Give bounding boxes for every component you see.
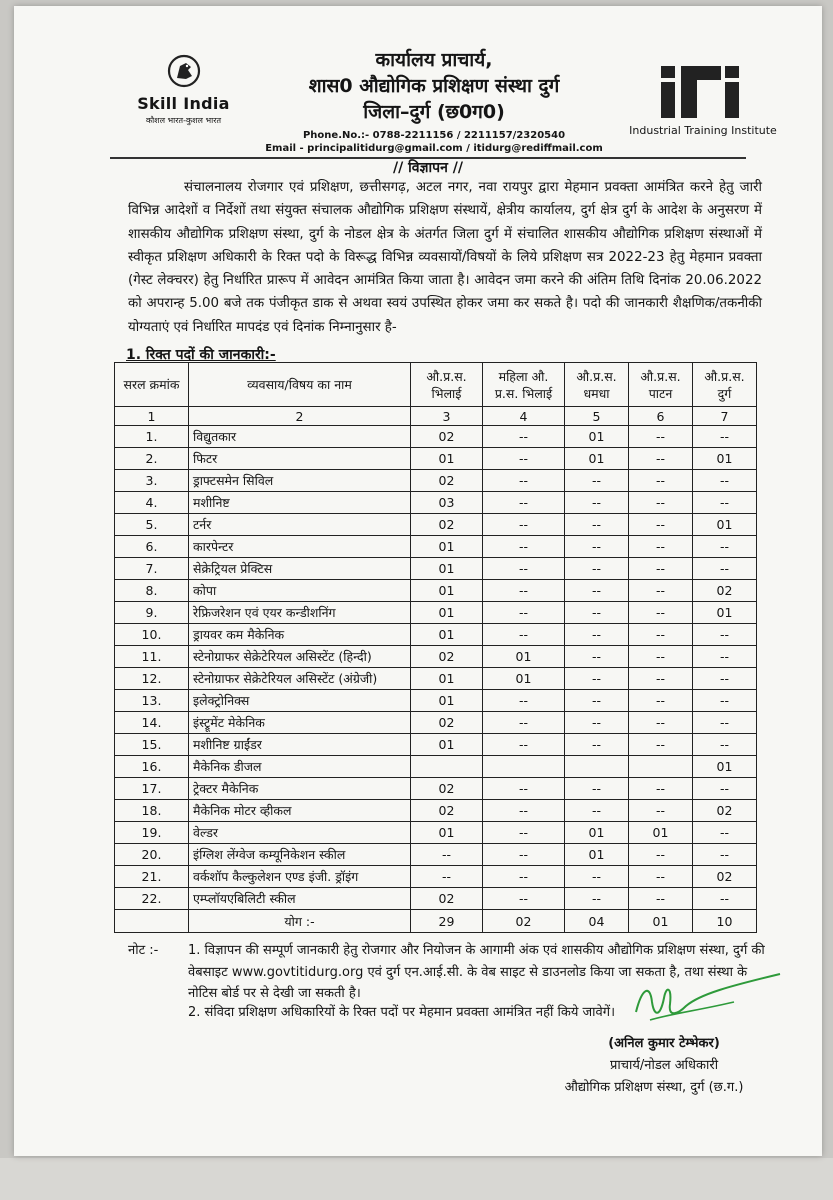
row-iti-patan: -- [629, 580, 693, 602]
column-number: 2 [189, 407, 411, 426]
row-serial: 7. [115, 558, 189, 580]
row-iti-dhamdha [565, 756, 629, 778]
row-trade: फिटर [189, 448, 411, 470]
row-iti-dhamdha: -- [565, 712, 629, 734]
row-trade: कोपा [189, 580, 411, 602]
column-number: 5 [565, 407, 629, 426]
table-row [115, 778, 757, 800]
vacancy-section-title: 1. रिक्त पदों की जानकारी:- [126, 347, 276, 363]
table-header-row [115, 363, 757, 407]
table-row [115, 470, 757, 492]
row-women-iti-bhilai: -- [483, 558, 565, 580]
table-row [115, 426, 757, 448]
row-trade: एम्प्लॉयएबिलिटी स्कील [189, 888, 411, 910]
row-serial: 10. [115, 624, 189, 646]
document-page [14, 6, 822, 1156]
row-iti-patan: -- [629, 778, 693, 800]
row-iti-patan: -- [629, 558, 693, 580]
row-iti-patan: -- [629, 492, 693, 514]
table-row [115, 558, 757, 580]
column-number: 7 [693, 407, 757, 426]
row-iti-durg: -- [693, 492, 757, 514]
row-women-iti-bhilai: -- [483, 602, 565, 624]
row-women-iti-bhilai: -- [483, 844, 565, 866]
row-iti-durg: -- [693, 646, 757, 668]
iti-logo [628, 62, 778, 137]
row-serial: 17. [115, 778, 189, 800]
row-women-iti-bhilai: 01 [483, 668, 565, 690]
advertisement-body [128, 176, 762, 339]
table-row [115, 888, 757, 910]
row-iti-bhilai: 02 [411, 800, 483, 822]
row-women-iti-bhilai [483, 756, 565, 778]
iti-subtitle: Industrial Training Institute [629, 124, 777, 137]
row-serial: 1. [115, 426, 189, 448]
row-serial: 13. [115, 690, 189, 712]
row-iti-bhilai: 01 [411, 580, 483, 602]
table-row [115, 624, 757, 646]
signatory-name: (अनिल कुमार टेम्भेकर) [608, 1036, 720, 1051]
row-serial: 12. [115, 668, 189, 690]
row-iti-dhamdha: -- [565, 734, 629, 756]
row-trade: मैकेनिक डीजल [189, 756, 411, 778]
row-iti-dhamdha: -- [565, 580, 629, 602]
table-row [115, 580, 757, 602]
row-iti-durg: -- [693, 822, 757, 844]
row-iti-bhilai: 01 [411, 536, 483, 558]
table-row [115, 514, 757, 536]
row-iti-durg: -- [693, 712, 757, 734]
row-iti-patan [629, 756, 693, 778]
row-iti-bhilai: 01 [411, 448, 483, 470]
row-iti-dhamdha: -- [565, 492, 629, 514]
row-serial: 22. [115, 888, 189, 910]
row-iti-bhilai: -- [411, 844, 483, 866]
row-women-iti-bhilai: -- [483, 734, 565, 756]
row-iti-bhilai: 01 [411, 822, 483, 844]
skill-india-name: Skill India [137, 94, 230, 113]
table-row [115, 800, 757, 822]
row-iti-patan: -- [629, 668, 693, 690]
row-iti-patan: -- [629, 624, 693, 646]
row-iti-dhamdha: -- [565, 558, 629, 580]
row-iti-durg: -- [693, 536, 757, 558]
table-row [115, 822, 757, 844]
row-serial: 19. [115, 822, 189, 844]
row-women-iti-bhilai: -- [483, 690, 565, 712]
row-iti-bhilai: 02 [411, 888, 483, 910]
row-trade: स्टेनोग्राफर सेक्रेटेरियल असिस्टेंट (हिन्दी) [189, 646, 411, 668]
row-trade: विद्युतकार [189, 426, 411, 448]
total-iti-durg: 10 [693, 910, 757, 933]
row-iti-durg: -- [693, 668, 757, 690]
total-iti-bhilai: 29 [411, 910, 483, 933]
header-trade: व्यवसाय/विषय का नाम [189, 363, 411, 407]
row-women-iti-bhilai: -- [483, 514, 565, 536]
row-iti-bhilai [411, 756, 483, 778]
table-row [115, 866, 757, 888]
row-serial: 20. [115, 844, 189, 866]
row-iti-durg: -- [693, 778, 757, 800]
row-iti-durg: 02 [693, 800, 757, 822]
row-trade: इलेक्ट्रोनिक्स [189, 690, 411, 712]
row-iti-durg: -- [693, 690, 757, 712]
row-iti-dhamdha: -- [565, 536, 629, 558]
row-iti-patan: -- [629, 734, 693, 756]
total-label: योग :- [189, 910, 411, 933]
row-iti-bhilai: 03 [411, 492, 483, 514]
table-row [115, 492, 757, 514]
signatory-office: औद्योगिक प्रशिक्षण संस्था, दुर्ग (छ.ग.) [564, 1080, 744, 1095]
advertisement-title: // विज्ञापन // [393, 160, 463, 176]
column-number: 6 [629, 407, 693, 426]
row-iti-dhamdha: 01 [565, 448, 629, 470]
table-row [115, 646, 757, 668]
row-women-iti-bhilai: -- [483, 470, 565, 492]
row-serial: 5. [115, 514, 189, 536]
row-iti-durg: 02 [693, 866, 757, 888]
row-women-iti-bhilai: -- [483, 800, 565, 822]
row-iti-dhamdha: -- [565, 690, 629, 712]
row-iti-dhamdha: 01 [565, 426, 629, 448]
row-iti-durg: -- [693, 624, 757, 646]
table-row [115, 668, 757, 690]
column-number-row [115, 407, 757, 426]
table-row [115, 712, 757, 734]
row-iti-dhamdha: -- [565, 624, 629, 646]
row-women-iti-bhilai: -- [483, 624, 565, 646]
header-iti-durg: औ.प्र.स. दुर्ग [693, 363, 757, 407]
advertisement-body-text: संचालनालय रोजगार एवं प्रशिक्षण, छत्तीसगढ़, अटल नगर, नवा रायपुर द्वारा मेहमान प्रवक्ता आमंत्रित करने हेतु जारी विभिन्न आदेशों व निर्देशों तथा संयुक्त संचालक औद्योगिक प्रशिक्षण संस्थायें, क्षेत्रीय कार्यालय, दुर्ग क्षेत्र दुर्ग के आदेश के अनुसरण में शासकीय औद्योगिक प्रशिक्षण संस्था, दुर्ग के नोडल क्षेत्र के अंतर्गत जिला दुर्ग में संचालित शासकीय औद्योगिक प्रशिक्षण संस्थाओं में स्वीकृत प्रशिक्षण अधिकारी के रिक्त पदो के विरूद्ध विभिन्न व्यवसायों/विषयों के लिये प्रशिक्षण सत्र 2022-23 हेतु मेहमान प्रवक्ता (गेस्ट लेक्चरर) हेतु निर्धारित प्रारूप में आवेदन आमंत्रित किया जाता है। आवेदन जमा करने की अंतिम तिथि दिनांक 20.06.2022 को अपरान्ह 5.00 बजे तक पंजीकृत डाक से अथवा स्वयं उपस्थित होकर जमा कर सकते है। पदो की जानकारी शैक्षणिक/तकनीकी योग्यताएं एवं निर्धारित मापदंड एवं दिनांक निम्नानुसार है- [128, 180, 762, 335]
phone-numbers: Phone.No.:- 0788-2211156 / 2211157/2320540 [302, 130, 566, 141]
row-women-iti-bhilai: -- [483, 866, 565, 888]
table-row [115, 602, 757, 624]
row-iti-patan: 01 [629, 822, 693, 844]
row-iti-bhilai: 01 [411, 558, 483, 580]
table-row [115, 690, 757, 712]
row-serial: 2. [115, 448, 189, 470]
row-trade: मशीनिष्ट ग्राईंडर [189, 734, 411, 756]
row-trade: स्टेनोग्राफर सेक्रेटेरियल असिस्टेंट (अंग्रेजी) [189, 668, 411, 690]
row-women-iti-bhilai: -- [483, 426, 565, 448]
row-iti-bhilai: 02 [411, 712, 483, 734]
row-iti-bhilai: 02 [411, 470, 483, 492]
row-serial: 6. [115, 536, 189, 558]
row-iti-bhilai: 02 [411, 514, 483, 536]
row-women-iti-bhilai: -- [483, 448, 565, 470]
row-iti-patan: -- [629, 426, 693, 448]
row-women-iti-bhilai: -- [483, 822, 565, 844]
row-trade: मशीनिष्ट [189, 492, 411, 514]
row-trade: ड्राफ्टसमेन सिविल [189, 470, 411, 492]
total-iti-dhamdha: 04 [565, 910, 629, 933]
row-serial: 3. [115, 470, 189, 492]
row-iti-dhamdha: -- [565, 470, 629, 492]
row-serial: 16. [115, 756, 189, 778]
row-iti-patan: -- [629, 712, 693, 734]
row-iti-durg: -- [693, 426, 757, 448]
row-iti-bhilai: 02 [411, 426, 483, 448]
row-serial: 15. [115, 734, 189, 756]
row-trade: वर्कशॉप कैल्कुलेशन एण्ड इंजी. ड्रॉइंग [189, 866, 411, 888]
row-iti-bhilai: 02 [411, 778, 483, 800]
row-iti-patan: -- [629, 844, 693, 866]
column-number: 1 [115, 407, 189, 426]
row-trade: ड्रायवर कम मैकेनिक [189, 624, 411, 646]
row-iti-dhamdha: 01 [565, 844, 629, 866]
row-women-iti-bhilai: 01 [483, 646, 565, 668]
row-women-iti-bhilai: -- [483, 536, 565, 558]
row-iti-patan: -- [629, 888, 693, 910]
row-serial: 14. [115, 712, 189, 734]
note-1: 1. विज्ञापन की सम्पूर्ण जानकारी हेतु रोजगार और नियोजन के आगामी अंक एवं शासकीय औद्योगिक प्रशिक्षण संस्था, दुर्ग की वेबसाइट www.govtitidurg.org एवं दुर्ग एन.आई.सी. के वेब साइट से डाउनलोड किया जा सकता है, तथा संस्था के नोटिस बोर्ड पर से देखी जा सकती है। [188, 943, 765, 1001]
skill-india-logo [126, 54, 241, 126]
row-iti-durg: -- [693, 888, 757, 910]
row-iti-durg: 01 [693, 602, 757, 624]
row-iti-durg: -- [693, 844, 757, 866]
row-serial: 21. [115, 866, 189, 888]
row-trade: सेक्रेट्रियल प्रेक्टिस [189, 558, 411, 580]
row-trade: इंग्लिश लेंग्वेज कम्यूनिकेशन स्कील [189, 844, 411, 866]
row-iti-patan: -- [629, 448, 693, 470]
total-empty-cell [115, 910, 189, 933]
institute-name: शास0 औद्योगिक प्रशिक्षण संस्था दुर्ग [308, 75, 560, 97]
row-iti-durg: 01 [693, 756, 757, 778]
row-iti-bhilai: 01 [411, 624, 483, 646]
row-iti-bhilai: 02 [411, 646, 483, 668]
row-serial: 18. [115, 800, 189, 822]
letterhead [259, 46, 609, 154]
row-serial: 8. [115, 580, 189, 602]
row-iti-patan: -- [629, 514, 693, 536]
total-women-iti-bhilai: 02 [483, 910, 565, 933]
table-row [115, 536, 757, 558]
note-2: 2. संविदा प्रशिक्षण अधिकारियों के रिक्त पदों पर मेहमान प्रवक्ता आमंत्रित नहीं किये जावेगें। [188, 1005, 616, 1020]
skill-india-emblem-icon [167, 54, 201, 88]
row-iti-bhilai: -- [411, 866, 483, 888]
row-iti-durg: 01 [693, 514, 757, 536]
handwritten-signature [630, 968, 790, 1028]
row-iti-patan: -- [629, 470, 693, 492]
row-iti-dhamdha: -- [565, 668, 629, 690]
row-women-iti-bhilai: -- [483, 712, 565, 734]
row-women-iti-bhilai: -- [483, 888, 565, 910]
row-iti-patan: -- [629, 646, 693, 668]
row-women-iti-bhilai: -- [483, 778, 565, 800]
column-number: 4 [483, 407, 565, 426]
row-iti-patan: -- [629, 800, 693, 822]
row-iti-dhamdha: -- [565, 646, 629, 668]
total-row [115, 910, 757, 933]
row-iti-dhamdha: -- [565, 800, 629, 822]
signatory-designation: प्राचार्य/नोडल अधिकारी [609, 1058, 719, 1073]
row-trade: इंस्ट्रूमेंट मेकेनिक [189, 712, 411, 734]
row-trade: रेफ्रिजरेशन एवं एयर कन्डीशनिंग [189, 602, 411, 624]
email-addresses: Email - principalitidurg@gmail.com / itidurg@rediffmail.com [265, 143, 603, 154]
row-iti-dhamdha: -- [565, 602, 629, 624]
row-trade: वेल्डर [189, 822, 411, 844]
row-trade: टर्नर [189, 514, 411, 536]
header-iti-dhamdha: औ.प्र.स. धमधा [565, 363, 629, 407]
row-iti-patan: -- [629, 866, 693, 888]
note-label: नोट :- [128, 943, 159, 958]
header-women-iti-bhilai: महिला औ. प्र.स. भिलाई [483, 363, 565, 407]
row-iti-dhamdha: -- [565, 778, 629, 800]
row-trade: ट्रेक्टर मैकेनिक [189, 778, 411, 800]
row-iti-dhamdha: -- [565, 866, 629, 888]
row-trade: मैकेनिक मोटर व्हीकल [189, 800, 411, 822]
header-iti-patan: औ.प्र.स. पाटन [629, 363, 693, 407]
iti-emblem-icon [655, 62, 751, 118]
header-iti-bhilai: औ.प्र.स. भिलाई [411, 363, 483, 407]
row-iti-durg: -- [693, 734, 757, 756]
row-serial: 11. [115, 646, 189, 668]
skill-india-tagline: कौशल भारत-कुशल भारत [145, 116, 222, 125]
row-iti-patan: -- [629, 536, 693, 558]
vacancy-table [114, 362, 757, 933]
column-number: 3 [411, 407, 483, 426]
table-row [115, 756, 757, 778]
row-iti-durg: 01 [693, 448, 757, 470]
district-name: जिला–दुर्ग (छ0ग0) [363, 101, 505, 123]
row-iti-durg: 02 [693, 580, 757, 602]
row-serial: 4. [115, 492, 189, 514]
table-row [115, 844, 757, 866]
row-trade: कारपेन्टर [189, 536, 411, 558]
background-strip [0, 1158, 833, 1200]
row-iti-dhamdha: -- [565, 514, 629, 536]
row-iti-durg: -- [693, 470, 757, 492]
row-women-iti-bhilai: -- [483, 580, 565, 602]
office-title: कार्यालय प्राचार्य, [375, 49, 493, 71]
row-iti-bhilai: 01 [411, 668, 483, 690]
row-iti-patan: -- [629, 690, 693, 712]
table-body [115, 407, 757, 910]
row-serial: 9. [115, 602, 189, 624]
row-iti-bhilai: 01 [411, 602, 483, 624]
row-iti-bhilai: 01 [411, 734, 483, 756]
table-row [115, 734, 757, 756]
row-iti-dhamdha: 01 [565, 822, 629, 844]
table-row [115, 448, 757, 470]
row-iti-durg: -- [693, 558, 757, 580]
row-iti-dhamdha: -- [565, 888, 629, 910]
total-iti-patan: 01 [629, 910, 693, 933]
row-iti-patan: -- [629, 602, 693, 624]
row-women-iti-bhilai: -- [483, 492, 565, 514]
row-iti-bhilai: 01 [411, 690, 483, 712]
header-serial: सरल क्रमांक [115, 363, 189, 407]
